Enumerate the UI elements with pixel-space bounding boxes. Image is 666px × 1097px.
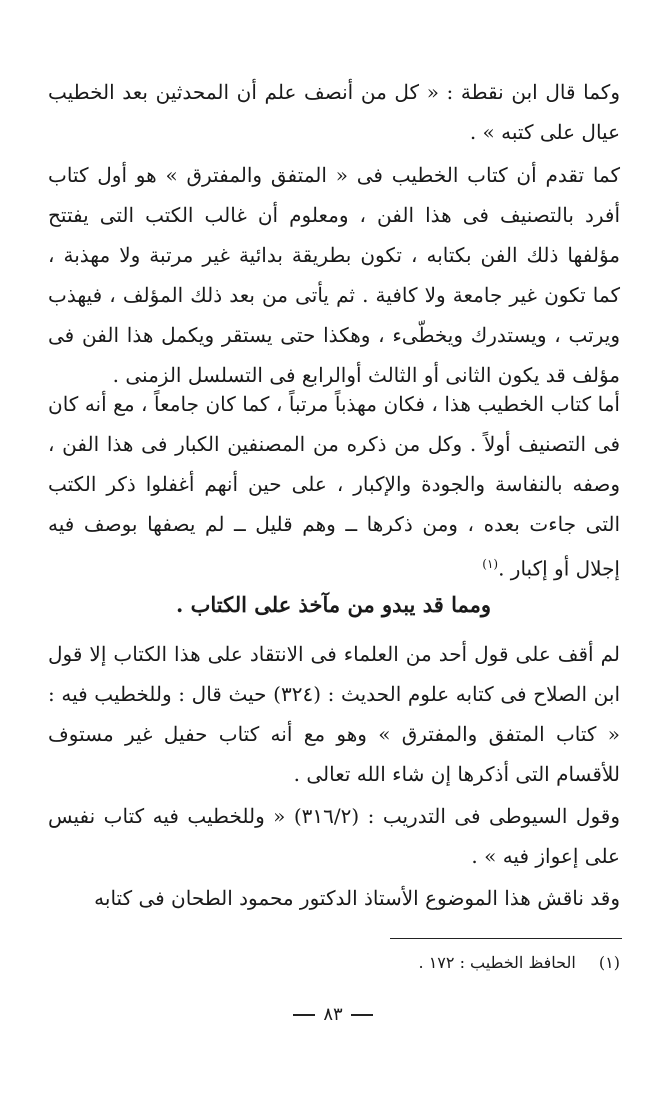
paragraph-3-text: أما كتاب الخطيب هذا ، فكان مهذباً مرتباً ، كما كان جامعاً ، مع أنه كان فى التصنيف أولاً . وكل من ذكره من المصنفين الكبار فى هذا الفن ، وصفه بالنفاسة والجودة والإكبار ، على حين أنهم أغفلوا ذكر الكتب التى جاءت بعده ، ومن ذكرها ــ وهم قليل ــ لم يصفها بوصف فيه إجلال أو إكبار . bbox=[48, 392, 621, 581]
footnote-number: (١) bbox=[598, 953, 620, 972]
page-number-value: ٨٣ bbox=[323, 1004, 343, 1025]
paragraph-3 bbox=[48, 384, 620, 589]
page-number bbox=[0, 1000, 666, 1030]
page-number-dash-right bbox=[293, 1014, 315, 1016]
paragraph-1: وكما قال ابن نقطة : « كل من أنصف علم أن المحدثين بعد الخطيب عيال على كتبه » . bbox=[48, 80, 620, 144]
footnote-text: الحافظ الخطيب : ١٧٢ . bbox=[418, 953, 576, 972]
footnote bbox=[419, 948, 620, 978]
page-number-dash-left bbox=[351, 1014, 373, 1016]
section-heading: ومما قد يبدو من مآخذ على الكتاب . bbox=[175, 592, 491, 617]
paragraph-6: وقد ناقش هذا الموضوع الأستاذ الدكتور محمود الطحان فى كتابه bbox=[94, 886, 620, 910]
footnote-divider bbox=[390, 938, 622, 939]
paragraph-4: لم أقف على قول أحد من العلماء فى الانتقاد على هذا الكتاب إلا قول ابن الصلاح فى كتابه علوم الحديث : (٣٢٤) حيث قال : وللخطيب فيه : « كتاب المتفق والمفترق » وهو مع أنه كتاب حفيل غير مستوف للأقسام التى أذكرها إن شاء الله تعالى . bbox=[48, 642, 621, 786]
paragraph-5: وقول السيوطى فى التدريب : (٣١٦/٢) « وللخطيب فيه كتاب نفيس على إعواز فيه » . bbox=[48, 804, 620, 868]
paragraph-2: كما تقدم أن كتاب الخطيب فى « المتفق والمفترق » هو أول كتاب أفرد بالتصنيف فى هذا الفن ، ومعلوم أن غالب الكتب التى يفتتح مؤلفها ذلك الفن بكتابه ، تكون بطريقة بدائية غير مرتبة ولا مهذبة ، كما تكون غير جامعة ولا كافية . ثم يأتى من بعد ذلك المؤلف ، فيهذب ويرتب ، ويستدرك ويخطّىء ، وهكذا حتى يستقر ويكمل هذا الفن فى مؤلف قد يكون الثانى أو الثالث أوالرابع فى التسلسل الزمنى . bbox=[48, 163, 620, 387]
footnote-reference: (١) bbox=[482, 557, 499, 571]
